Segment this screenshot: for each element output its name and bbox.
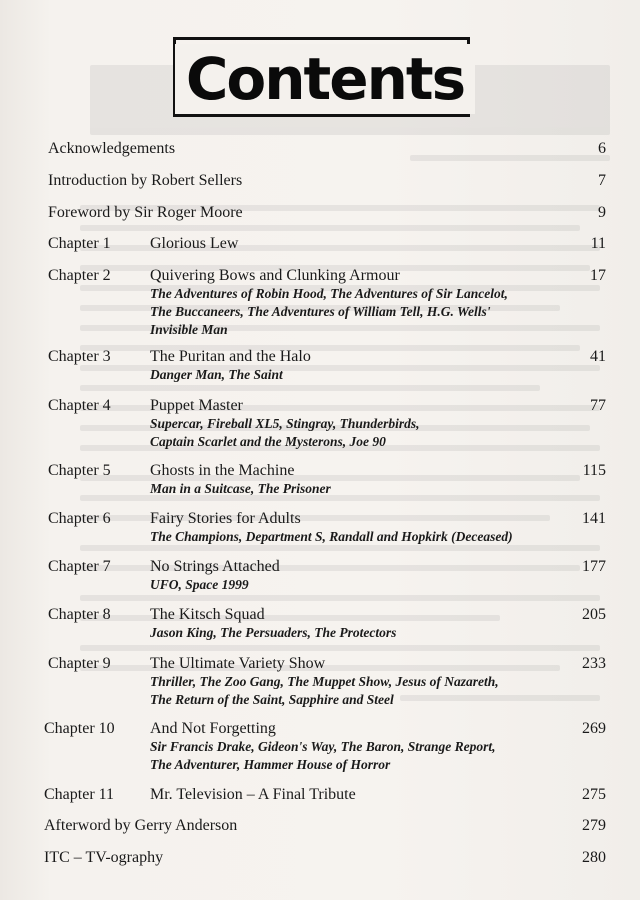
chapter-number: Chapter 6 <box>48 510 111 527</box>
chapter-number: Chapter 9 <box>48 655 111 672</box>
chapter-title: The Kitsch Squad <box>150 606 265 623</box>
chapter-number: Chapter 8 <box>48 606 111 623</box>
chapter-title: Ghosts in the Machine <box>150 462 295 479</box>
chapter-subtitle: The Champions, Department S, Randall and Hopkirk (Deceased) <box>150 529 513 544</box>
toc-page-number: 9 <box>598 204 606 221</box>
chapter-title: Quivering Bows and Clunking Armour <box>150 267 400 284</box>
chapter-subtitle: Man in a Suitcase, The Prisoner <box>150 481 331 496</box>
toc-page-number: 141 <box>582 510 606 527</box>
chapter-subtitle: The Adventures of Robin Hood, The Adventures of Sir Lancelot, <box>150 286 508 301</box>
chapter-number: Chapter 3 <box>48 348 111 365</box>
toc-page-number: 11 <box>590 235 606 252</box>
page-title: Contents <box>175 44 475 114</box>
toc-entry-label: Acknowledgements <box>48 140 176 157</box>
chapter-title: The Puritan and the Halo <box>150 348 311 365</box>
chapter-subtitle: The Return of the Saint, Sapphire and Steel <box>150 692 394 707</box>
chapter-subtitle: Supercar, Fireball XL5, Stingray, Thunderbirds, <box>150 416 420 431</box>
toc-page-number: 77 <box>590 397 606 414</box>
chapter-subtitle: Captain Scarlet and the Mysterons, Joe 90 <box>150 434 386 449</box>
chapter-number: Chapter 4 <box>48 397 111 414</box>
chapter-number: Chapter 5 <box>48 462 111 479</box>
toc-page-number: 275 <box>582 786 606 803</box>
toc-page-number: 41 <box>590 348 606 365</box>
chapter-subtitle: Sir Francis Drake, Gideon's Way, The Baron, Strange Report, <box>150 739 496 754</box>
toc-page-number: 7 <box>598 172 606 189</box>
chapter-title: Glorious Lew <box>150 235 239 252</box>
toc-page-number: 279 <box>582 817 606 834</box>
toc-page-number: 280 <box>582 849 606 866</box>
chapter-subtitle: The Buccaneers, The Adventures of William Tell, H.G. Wells' <box>150 304 491 319</box>
chapter-number: Chapter 7 <box>48 558 111 575</box>
chapter-title: Fairy Stories for Adults <box>150 510 301 527</box>
chapter-title: And Not Forgetting <box>150 720 276 737</box>
toc-page-number: 115 <box>582 462 606 479</box>
chapter-number: Chapter 1 <box>48 235 111 252</box>
chapter-subtitle: Jason King, The Persuaders, The Protectors <box>150 625 397 640</box>
toc-page-number: 205 <box>582 606 606 623</box>
toc-page-number: 17 <box>590 267 606 284</box>
chapter-subtitle: Danger Man, The Saint <box>150 367 283 382</box>
chapter-title: Mr. Television – A Final Tribute <box>150 786 356 803</box>
chapter-subtitle: UFO, Space 1999 <box>150 577 249 592</box>
toc-page-number: 177 <box>582 558 606 575</box>
chapter-subtitle: Thriller, The Zoo Gang, The Muppet Show, Jesus of Nazareth, <box>150 674 499 689</box>
chapter-number: Chapter 10 <box>44 720 115 737</box>
toc-page-number: 269 <box>582 720 606 737</box>
chapter-subtitle: Invisible Man <box>150 322 228 337</box>
toc-entry-label: Introduction by Robert Sellers <box>48 172 243 189</box>
toc-entry-label: Afterword by Gerry Anderson <box>44 817 238 834</box>
toc-page-number: 6 <box>598 140 606 157</box>
toc-entry-label: Foreword by Sir Roger Moore <box>48 204 243 221</box>
chapter-subtitle: The Adventurer, Hammer House of Horror <box>150 757 391 772</box>
toc-page-number: 233 <box>582 655 606 672</box>
chapter-number: Chapter 2 <box>48 267 111 284</box>
chapter-title: The Ultimate Variety Show <box>150 655 326 672</box>
chapter-title: Puppet Master <box>150 397 243 414</box>
chapter-number: Chapter 11 <box>44 786 115 803</box>
toc-entry-label: ITC – TV-ography <box>44 849 164 866</box>
chapter-title: No Strings Attached <box>150 558 280 575</box>
